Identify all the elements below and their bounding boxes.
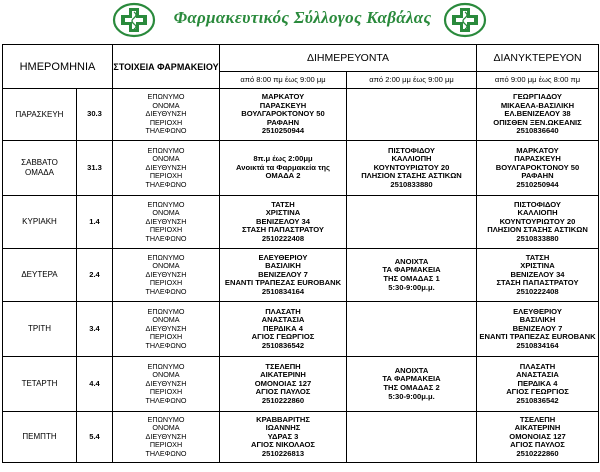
pharmacy-detail: ΜΑΡΚΑΤΟΥ — [261, 92, 305, 102]
pharmacy-detail: ΟΜΑΔΑ 2 — [265, 171, 301, 181]
slot3-pharmacy-cell — [477, 196, 599, 249]
pharmacy-detail: ΕΛ.ΒΕΝΙΖΕΛΟΥ 38 — [504, 109, 571, 119]
night-duty-column-header: ΔΙΑΝΥΚΤΕΡΕΥΟΝ — [477, 45, 599, 72]
field-label: ΔΙΕΥΘΥΝΣΗ — [145, 216, 187, 226]
pharmacy-detail: ΒΕΝΙΖΕΛΟΥ 34 — [255, 216, 311, 226]
day-name: ΣΑΒΒΑΤΟ — [21, 158, 58, 167]
day-cell — [3, 141, 77, 196]
slot2-pharmacy-cell — [347, 249, 477, 302]
pharmacy-detail: ΕΝΑΝΤΙ ΤΡΑΠΕΖΑΣ EUROBANK — [479, 332, 596, 342]
pharmacy-detail: ΣΤΑΣΗ ΠΑΠΑΣΤΡΑΤΟΥ — [241, 225, 324, 235]
pharmacy-detail: ΤΣΕΛΕΠΗ — [519, 414, 556, 424]
pharmacy-detail: ΤΑΤΣΗ — [525, 252, 550, 262]
day-cell — [3, 196, 77, 249]
pharmacy-detail: Ανοικτά τα Φαρμακεία της — [236, 162, 330, 172]
pharmacy-detail: ΑΝΟΙΧΤΑ — [394, 256, 429, 266]
pharmacy-detail: ΑΝΑΣΤΑΣΙΑ — [261, 315, 305, 325]
field-label: ΟΝΟΜΑ — [152, 261, 180, 271]
field-label: ΔΙΕΥΘΥΝΣΗ — [145, 109, 187, 119]
slot2-pharmacy-cell — [347, 89, 477, 141]
field-label: ΠΕΡΙΟΧΗ — [149, 278, 183, 288]
field-label: ΔΙΕΥΘΥΝΣΗ — [145, 269, 187, 279]
day-cell — [3, 357, 77, 412]
field-label: ΟΝΟΜΑ — [152, 315, 180, 325]
field-labels-cell — [113, 196, 220, 249]
slot1-pharmacy-cell — [220, 412, 347, 463]
pharmacy-detail: ΠΑΡΑΣΚΕΥΗ — [514, 154, 561, 164]
field-label: ΠΕΡΙΟΧΗ — [149, 440, 183, 450]
page-title: Φαρμακευτικός Σύλλογος Καβάλας — [173, 8, 432, 27]
field-label: ΔΙΕΥΘΥΝΣΗ — [145, 162, 187, 172]
pharmacy-detail: ΒΟΥΛΓΑΡΟΚΤΟΝΟΥ 50 — [241, 109, 325, 119]
field-label: ΕΠΩΝΥΜΟ — [147, 306, 185, 316]
pharmacy-detail: ΠΛΑΣΑΤΗ — [265, 306, 301, 316]
date-cell: 31.3 — [77, 141, 113, 196]
pharmacy-detail: 2510833880 — [390, 179, 433, 189]
pharmacy-detail: 2510250944 — [516, 179, 559, 189]
field-labels-cell — [113, 89, 220, 141]
slot2-pharmacy-cell — [347, 196, 477, 249]
field-label: ΤΗΛΕΦΩΝΟ — [145, 286, 187, 296]
pharmacy-detail: ΚΟΥΝΤΟΥΡΙΩΤΟΥ 20 — [373, 162, 450, 172]
field-label: ΟΝΟΜΑ — [152, 154, 180, 164]
day-duty-column-header: ΔΙΗΜΕΡΕΥΟΝΤΑ — [220, 45, 477, 72]
day-name: ΟΜΑΔΑ — [25, 168, 54, 177]
schedule-row — [3, 357, 599, 412]
day-cell — [3, 89, 77, 141]
field-label: ΟΝΟΜΑ — [152, 208, 180, 218]
day-name: ΠΑΡΑΣΚΕΥΗ — [15, 109, 64, 119]
slot1-time-header: από 8:00 πμ έως 9:00 μμ — [220, 72, 347, 89]
pharmacy-detail: ΟΜΟΝΟΙΑΣ 127 — [509, 431, 566, 441]
field-label: ΕΠΩΝΥΜΟ — [147, 145, 185, 155]
slot1-pharmacy-cell — [220, 249, 347, 302]
pharmacy-detail: ΠΙΣΤΟΦΙΔΟΥ — [514, 199, 561, 209]
field-label: ΠΕΡΙΟΧΗ — [149, 171, 183, 181]
pharmacy-cross-logo-icon — [443, 2, 487, 38]
pharmacy-detail: ΤΑ ΦΑΡΜΑΚΕΙΑ — [382, 265, 441, 275]
date-cell: 1.4 — [77, 196, 113, 249]
pharmacy-detail: ΓΕΩΡΓΙΑΔΟΥ — [513, 92, 562, 102]
schedule-row — [3, 412, 599, 463]
pharmacy-detail: 2510222860 — [261, 395, 305, 405]
slot3-time-header: από 9:00 μμ έως 8:00 πμ — [477, 72, 599, 89]
duty-schedule-table — [2, 44, 599, 463]
schedule-row — [3, 89, 599, 141]
slot1-pharmacy-cell — [220, 89, 347, 141]
pharmacy-detail: ΒΑΣΙΛΙΚΗ — [265, 261, 301, 271]
pharmacy-detail: 2510833880 — [516, 233, 559, 243]
pharmacy-detail: ΟΠΙΣΘΕΝ ΞΕΝ.ΩΚΕΑΝΙΣ — [493, 117, 582, 127]
field-labels-cell — [113, 141, 220, 196]
pharmacy-detail: ΠΕΡΔΙΚΑ 4 — [263, 323, 303, 333]
pharmacy-detail: ΒΕΝΙΖΕΛΟΥ 7 — [512, 323, 563, 333]
pharmacy-detail: ΠΛΑΣΑΤΗ — [519, 361, 556, 371]
pharmacy-detail: ΒΟΥΛΓΑΡΟΚΤΟΝΟΥ 50 — [495, 162, 580, 172]
pharmacy-detail: 2510222860 — [516, 448, 559, 458]
field-label: ΕΠΩΝΥΜΟ — [147, 361, 185, 371]
field-labels-cell — [113, 302, 220, 357]
pharmacy-detail: ΠΕΡΔΙΚΑ 4 — [517, 378, 558, 388]
slot2-pharmacy-cell — [347, 302, 477, 357]
field-label: ΤΗΛΕΦΩΝΟ — [145, 395, 187, 405]
field-label: ΤΗΛΕΦΩΝΟ — [145, 340, 187, 350]
field-label: ΤΗΛΕΦΩΝΟ — [145, 233, 187, 243]
pharmacy-detail: 2510834164 — [261, 286, 305, 296]
pharmacy-detail: ΠΛΗΣΙΟΝ ΣΤΑΣΗΣ ΑΣΤΙΚΩΝ — [361, 171, 462, 181]
field-labels-cell — [113, 357, 220, 412]
pharmacy-detail: ΤΑ ΦΑΡΜΑΚΕΙΑ — [382, 374, 441, 384]
date-cell: 30.3 — [77, 89, 113, 141]
pharmacy-detail: ΠΛΗΣΙΟΝ ΣΤΑΣΗΣ ΑΣΤΙΚΩΝ — [487, 225, 588, 235]
field-label: ΔΙΕΥΘΥΝΣΗ — [145, 323, 187, 333]
day-cell — [3, 412, 77, 463]
slot3-pharmacy-cell — [477, 141, 599, 196]
pharmacy-detail: 2510836640 — [516, 126, 559, 136]
pharmacy-detail: ΠΙΣΤΟΦΙΔΟΥ — [388, 145, 435, 155]
field-label: ΟΝΟΜΑ — [152, 100, 180, 110]
pharmacy-detail: ΒΕΝΙΖΕΛΟΥ 7 — [258, 269, 308, 279]
field-labels-cell — [113, 412, 220, 463]
day-name: ΤΕΤΑΡΤΗ — [21, 379, 58, 388]
pharmacy-detail: ΤΣΕΛΕΠΗ — [265, 361, 301, 371]
slot3-pharmacy-cell — [477, 412, 599, 463]
pharmacy-detail: ΚΑΛΛΙΟΠΗ — [391, 154, 432, 164]
pharmacy-detail: 2510226813 — [261, 448, 305, 458]
pharmacy-detail: ΙΩΑΝΝΗΣ — [265, 423, 301, 433]
field-label: ΠΕΡΙΟΧΗ — [149, 225, 183, 235]
day-cell — [3, 302, 77, 357]
field-label: ΤΗΛΕΦΩΝΟ — [145, 448, 187, 458]
pharmacy-detail: ΑΙΚΑΤΕΡΙΝΗ — [260, 370, 306, 380]
day-name: ΔΕΥΤΕΡΑ — [21, 270, 58, 279]
slot1-pharmacy-cell — [220, 302, 347, 357]
schedule-row — [3, 302, 599, 357]
pharmacy-detail: ΕΛΕΥΘΕΡΙΟΥ — [513, 306, 562, 316]
pharmacy-detail: 8π.μ έως 2:00μμ — [253, 154, 313, 164]
pharmacy-detail: ΜΑΡΚΑΤΟΥ — [516, 145, 559, 155]
pharmacy-detail: 2510222408 — [516, 286, 559, 296]
slot1-pharmacy-cell — [220, 357, 347, 412]
pharmacy-detail: ΑΙΚΑΤΕΡΙΝΗ — [514, 423, 561, 433]
pharmacy-detail: ΑΓΙΟΣ ΠΑΥΛΟΣ — [255, 387, 311, 397]
field-label: ΕΠΩΝΥΜΟ — [147, 92, 185, 102]
field-label: ΠΕΡΙΟΧΗ — [149, 117, 183, 127]
day-name: ΤΡΙΤΗ — [27, 324, 52, 333]
pharmacy-detail: 2510222408 — [261, 233, 305, 243]
pharmacy-detail: 2510836542 — [261, 340, 305, 350]
date-column-header: ΗΜΕΡΟΜΗΝΙΑ — [3, 45, 113, 89]
field-label: ΠΕΡΙΟΧΗ — [149, 387, 183, 397]
pharmacy-detail: ΒΑΣΙΛΙΚΗ — [519, 315, 556, 325]
pharmacy-detail: ΡΑΦΑΗΝ — [266, 117, 300, 127]
pharmacy-detail: ΚΟΥΝΤΟΥΡΙΩΤΟΥ 20 — [499, 216, 576, 226]
pharmacy-info-header-text: ΣΤΟΙΧΕΙΑ ΦΑΡΜΑΚΕΙΟΥ — [113, 61, 219, 72]
page-header — [0, 0, 600, 40]
field-label: ΟΝΟΜΑ — [152, 370, 180, 380]
pharmacy-detail: ΥΔΡΑΣ 3 — [267, 431, 299, 441]
pharmacy-detail: ΤΑΤΣΗ — [271, 199, 295, 209]
field-label: ΕΠΩΝΥΜΟ — [147, 414, 185, 424]
slot2-pharmacy-cell — [347, 412, 477, 463]
slot2-pharmacy-cell — [347, 141, 477, 196]
pharmacy-detail: ΒΕΝΙΖΕΛΟΥ 34 — [510, 269, 565, 279]
pharmacy-detail: 2510250944 — [261, 126, 305, 136]
day-cell — [3, 249, 77, 302]
day-name: ΚΥΡΙΑΚΗ — [22, 217, 57, 226]
field-label: ΤΗΛΕΦΩΝΟ — [145, 126, 187, 136]
pharmacy-detail: 5:30-9:00μ.μ. — [388, 391, 435, 401]
field-label: ΔΙΕΥΘΥΝΣΗ — [145, 378, 187, 388]
pharmacy-detail: ΤΗΣ ΟΜΑΔΑΣ 1 — [383, 274, 440, 283]
pharmacy-cross-logo-icon — [112, 2, 156, 38]
pharmacy-detail: ΑΝΟΙΧΤΑ — [394, 365, 429, 375]
slot1-pharmacy-cell — [220, 196, 347, 249]
slot2-time-header: από 2:00 μμ έως 9:00 μμ — [347, 72, 477, 89]
day-name: ΠΕΜΠΤΗ — [22, 432, 57, 441]
pharmacy-detail: ΚΡΑΒΒΑΡΙΤΗΣ — [256, 414, 310, 424]
field-labels-cell — [113, 249, 220, 302]
pharmacy-detail: ΟΜΟΝΟΙΑΣ 127 — [254, 378, 312, 388]
pharmacy-detail: ΡΑΦΑΗΝ — [521, 171, 554, 181]
field-label: ΟΝΟΜΑ — [152, 423, 180, 433]
date-cell: 4.4 — [77, 357, 113, 412]
field-label: ΔΙΕΥΘΥΝΣΗ — [145, 431, 187, 441]
date-cell: 3.4 — [77, 302, 113, 357]
pharmacy-detail: ΤΗΣ ΟΜΑΔΑΣ 2 — [383, 383, 440, 392]
pharmacy-detail: ΚΑΛΛΙΟΠΗ — [517, 208, 558, 218]
field-label: ΕΠΩΝΥΜΟ — [147, 199, 185, 209]
slot2-pharmacy-cell — [347, 357, 477, 412]
schedule-row — [3, 141, 599, 196]
pharmacy-detail: ΑΓΙΟΣ ΓΕΩΡΓΙΟΣ — [251, 332, 315, 342]
slot3-pharmacy-cell — [477, 249, 599, 302]
pharmacy-detail: ΕΝΑΝΤΙ ΤΡΑΠΕΖΑΣ EUROBANK — [224, 278, 342, 288]
pharmacy-detail: ΧΡΙΣΤΙΝΑ — [520, 261, 555, 271]
pharmacy-detail: 2510836542 — [516, 395, 559, 405]
field-label: ΤΗΛΕΦΩΝΟ — [145, 179, 187, 189]
pharmacy-detail: ΣΤΑΣΗ ΠΑΠΑΣΤΡΑΤΟΥ — [496, 278, 579, 288]
pharmacy-detail: 5:30-9:00μ.μ. — [388, 282, 435, 292]
pharmacy-detail: ΜΙΚΑΕΛΑ-ΒΑΣΙΛΙΚΗ — [500, 100, 575, 110]
field-label: ΕΠΩΝΥΜΟ — [147, 252, 185, 262]
field-label: ΠΕΡΙΟΧΗ — [149, 332, 183, 342]
slot3-pharmacy-cell — [477, 357, 599, 412]
date-cell: 5.4 — [77, 412, 113, 463]
pharmacy-detail: 2510834164 — [516, 340, 559, 350]
pharmacy-detail: ΑΓΙΟΣ ΝΙΚΟΛΑΟΣ — [251, 440, 315, 450]
pharmacy-detail: ΕΛΕΥΘΕΡΙΟΥ — [258, 252, 308, 262]
slot3-pharmacy-cell — [477, 89, 599, 141]
schedule-row — [3, 249, 599, 302]
slot1-pharmacy-cell — [220, 141, 347, 196]
slot3-pharmacy-cell — [477, 302, 599, 357]
pharmacy-detail: ΧΡΙΣΤΙΝΑ — [265, 208, 301, 218]
pharmacy-detail: ΑΓΙΟΣ ΠΑΥΛΟΣ — [510, 440, 565, 450]
pharmacy-detail: ΠΑΡΑΣΚΕΥΗ — [259, 100, 307, 110]
pharmacy-detail: ΑΓΙΟΣ ΓΕΩΡΓΙΟΣ — [506, 387, 569, 397]
date-cell: 2.4 — [77, 249, 113, 302]
pharmacy-detail: ΑΝΑΣΤΑΣΙΑ — [516, 370, 559, 380]
schedule-row — [3, 196, 599, 249]
pharmacy-info-column-header — [113, 45, 220, 89]
